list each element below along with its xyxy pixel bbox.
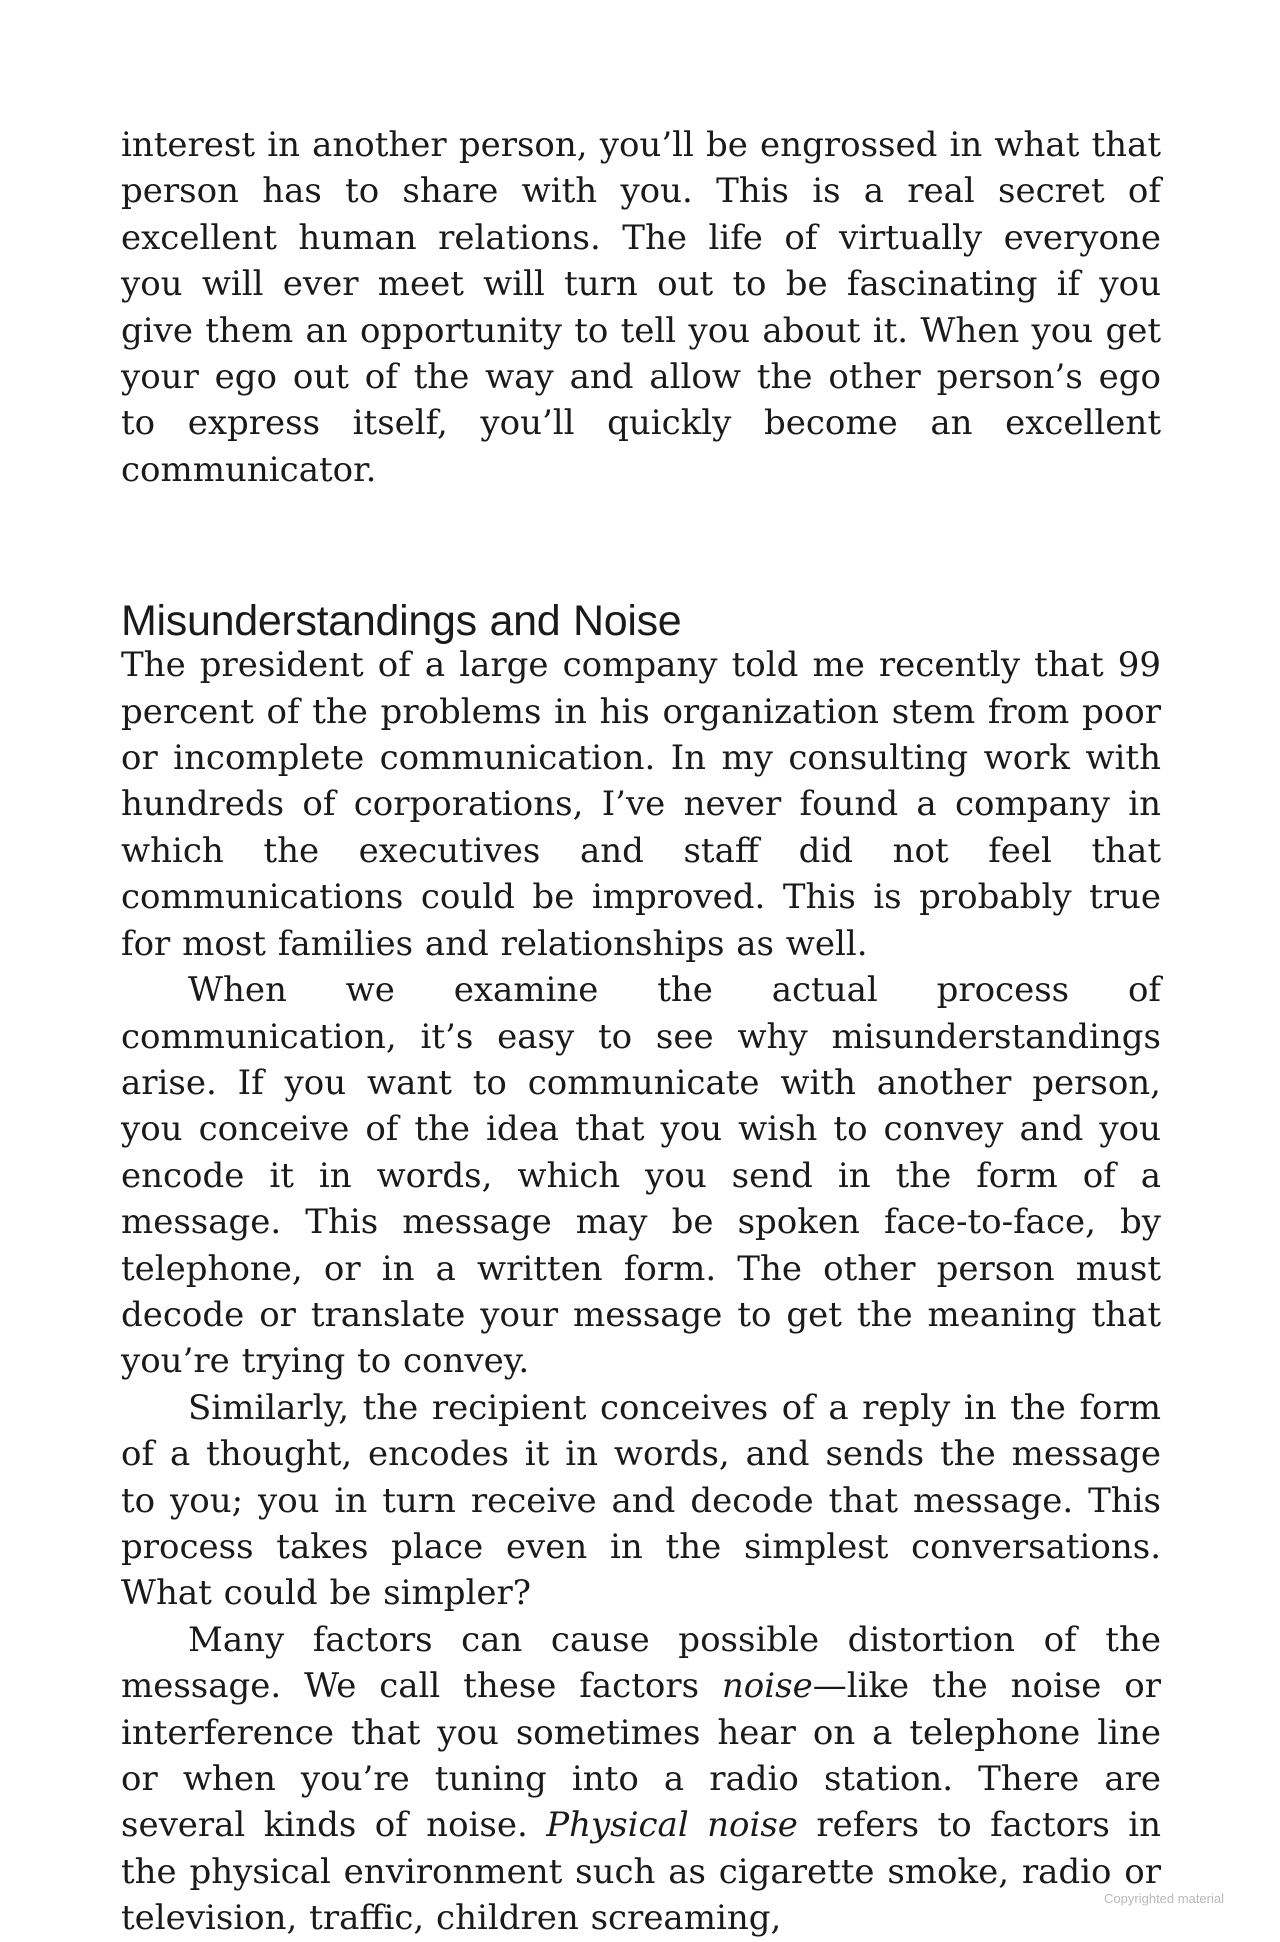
physical-noise-term: Physical noise [546, 1805, 798, 1846]
page-body [121, 122, 1161, 1942]
section-heading: Misunderstandings and Noise [121, 597, 682, 646]
noise-term: noise [721, 1666, 813, 1707]
noise-text-c: —like the noise or interference that you sometimes hear on a telephone line or when you’re tuning into a radio station. There are several kinds of noise. [121, 1666, 1161, 1846]
paragraph-continuation: interest in another person, you’ll be engrossed in what that person has to share with you. This is a real secret of excellent human relations. The life of virtually everyone you will ever meet will turn out to be fascinating if you give them an opportunity to tell you about it. When you get your ego out of the way and allow the other person’s ego to express itself, you’ll quickly become an excellent communicator. [121, 125, 1161, 490]
paragraph-recipient: Similarly, the recipient conceives of a reply in the form of a thought, encodes it in words, and sends the message to you; you in turn receive and decode that message. This process takes place even in the simplest conversations. What could be simpler? [121, 1387, 1161, 1614]
paragraph-noise [121, 1617, 1161, 1942]
paragraph-process: When we examine the actual process of communication, it’s easy to see why misunderstandings arise. If you want to communicate with another person, you conceive of the idea that you wish to convey and you encode it in words, which you send in the form of a message. This message may be spoken face-to-face, by telephone, or in a written form. The other person must decode or translate your message to get the meaning that you’re trying to convey. [121, 970, 1161, 1382]
noise-text-e: refers to factors in the physical environment such as cigarette smoke, radio or television, traffic, children screaming, [121, 1805, 1161, 1939]
paragraph-president: The president of a large company told me recently that 99 percent of the problems in his organization stem from poor or incomplete communication. In my consulting work with hundreds of corporations, I’ve never found a company in which the executives and staff did not feel that communications could be improved. This is probably true for most families and relationships as well. [121, 645, 1161, 964]
copyright-footer: Copyrighted material [1104, 1891, 1224, 1906]
noise-text-a: Many factors can cause possible distortion of the message. We call these factors [121, 1619, 1161, 1707]
